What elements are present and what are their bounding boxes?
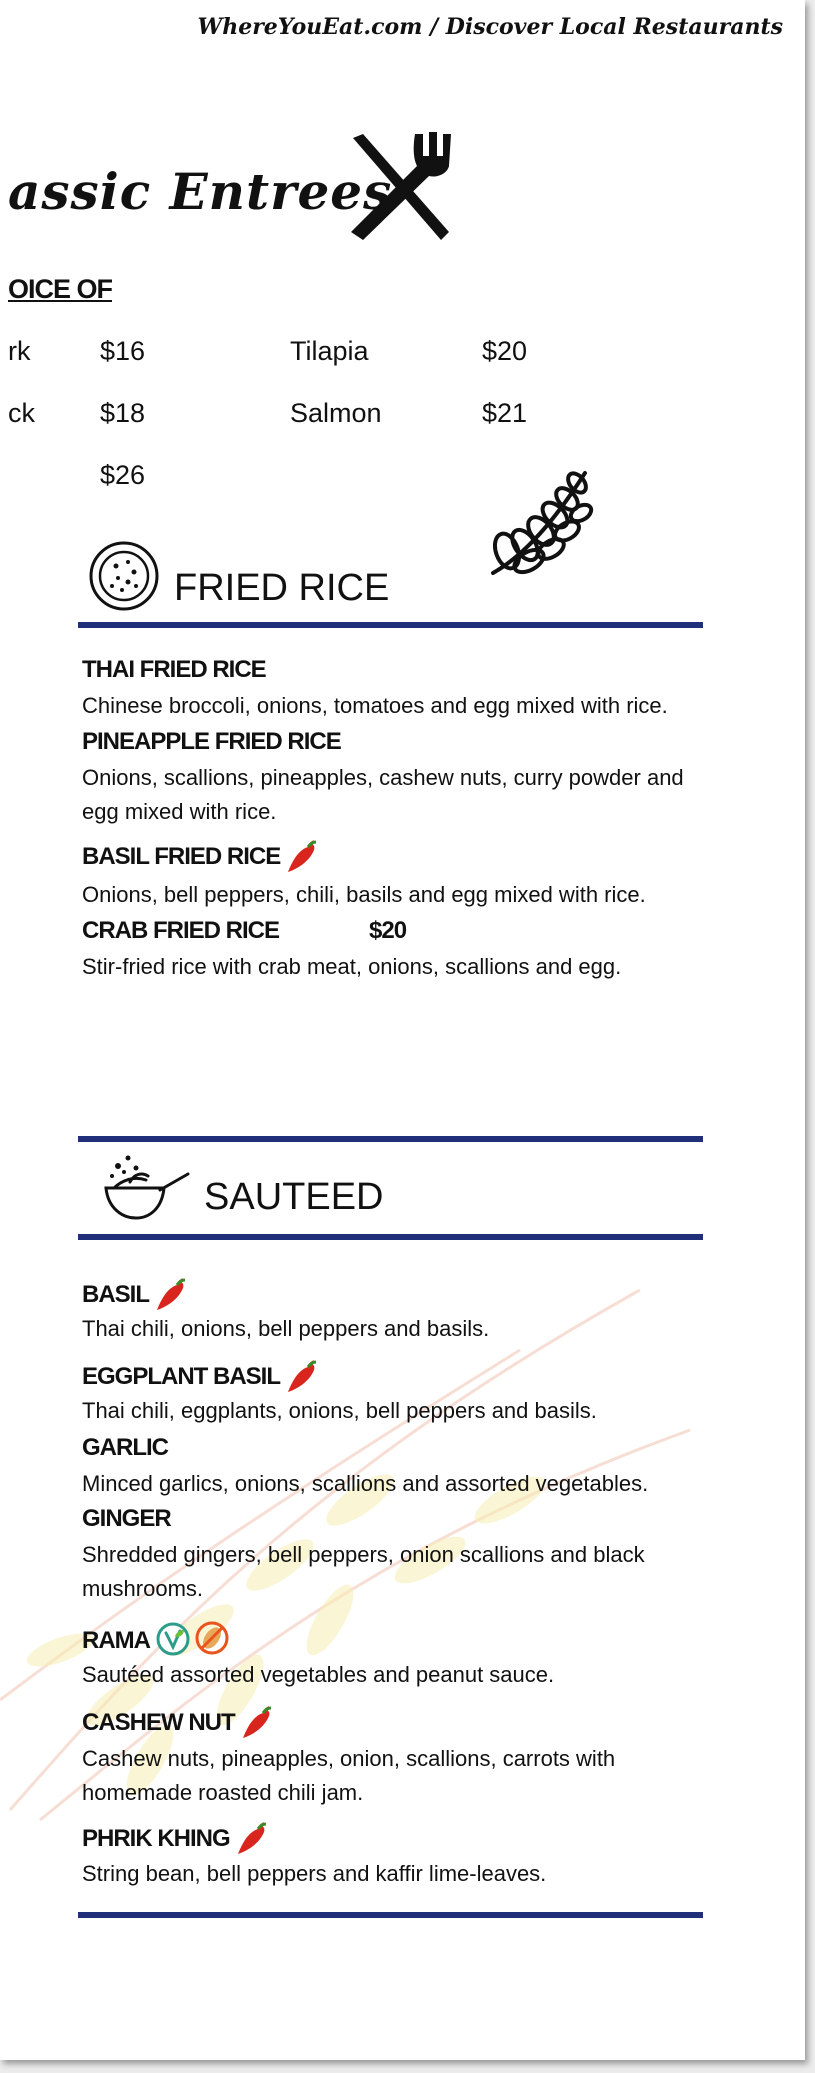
menu-item-name-text: BASIL FRIED RICE	[82, 843, 281, 870]
menu-item-description: Onions, bell peppers, chili, basils and egg mixed with rice.	[82, 882, 646, 907]
menu-item-name-text: BASIL	[82, 1281, 149, 1308]
menu-item-description: Cashew nuts, pineapples, onion, scallions, carrots with homemade roasted chili jam.	[82, 1746, 616, 1805]
chili-pepper-icon	[286, 1358, 320, 1394]
menu-item-description: Sautéed assorted vegetables and peanut sauce.	[82, 1662, 555, 1687]
menu-item-description: Minced garlics, onions, scallions and assorted vegetables.	[82, 1471, 649, 1496]
chili-pepper-icon	[155, 1276, 189, 1312]
protein-price: $16	[100, 336, 146, 366]
menu-item-name-text: EGGPLANT BASIL	[82, 1363, 281, 1390]
protein-label: Salmon	[290, 398, 382, 428]
chili-pepper-icon	[286, 838, 320, 874]
menu-item-name	[82, 917, 406, 945]
menu-item-description: String bean, bell peppers and kaffir lime-leaves.	[82, 1861, 547, 1886]
menu-item-name	[82, 1820, 270, 1856]
section-divider	[78, 1234, 703, 1240]
menu-item-name	[82, 1620, 230, 1656]
menu-item-description: Thai chili, onions, bell peppers and basils.	[82, 1316, 490, 1341]
menu-item-description: Chinese broccoli, onions, tomatoes and egg mixed with rice.	[82, 693, 668, 718]
menu-item-name: THAI FRIED RICE	[82, 656, 266, 683]
section-heading-sauteed: SAUTEED	[204, 1176, 384, 1218]
section-divider	[78, 622, 703, 628]
menu-item-name: GARLIC	[82, 1434, 168, 1461]
protein-price: $21	[482, 398, 528, 428]
menu-item-name	[82, 1358, 320, 1394]
protein-price: $20	[482, 336, 528, 366]
choice-of-label: OICE OF	[8, 274, 113, 304]
fork-knife-icon	[345, 130, 455, 245]
menu-item-description: Shredded gingers, bell peppers, onion scallions and black mushrooms.	[82, 1542, 645, 1601]
menu-item-description: Onions, scallions, pineapples, cashew nuts, curry powder and egg mixed with rice.	[82, 765, 684, 824]
menu-item-name: GINGER	[82, 1505, 171, 1532]
section-heading-fried-rice: FRIED RICE	[174, 567, 390, 609]
menu-item-name	[82, 1704, 275, 1740]
menu-item-description: Stir-fried rice with crab meat, onions, scallions and egg.	[82, 954, 622, 979]
rice-bowl-icon	[88, 540, 160, 612]
menu-item-name-text: CASHEW NUT	[82, 1709, 235, 1736]
wheat-sprig-icon	[485, 465, 595, 580]
protein-label: rk	[8, 336, 31, 366]
wok-icon	[100, 1152, 192, 1222]
menu-item-name	[82, 1276, 189, 1312]
peanut-allergy-icon	[194, 1620, 230, 1656]
menu-item-name	[82, 838, 320, 874]
vegan-leaf-icon	[156, 1622, 190, 1656]
protein-label: ck	[8, 398, 35, 428]
protein-price: $18	[100, 398, 146, 428]
watermark-text: WhereYouEat.com / Discover Local Restaurants	[197, 14, 783, 40]
menu-item-description: Thai chili, eggplants, onions, bell peppers and basils.	[82, 1398, 597, 1423]
entrees-title: assic Entrees	[8, 162, 393, 221]
chili-pepper-icon	[236, 1820, 270, 1856]
menu-item-name-text: RAMA	[82, 1627, 150, 1654]
protein-price: $26	[100, 460, 146, 490]
menu-item-name-text: CRAB FRIED RICE	[82, 917, 280, 944]
menu-item-name: PINEAPPLE FRIED RICE	[82, 728, 341, 755]
section-divider	[78, 1136, 703, 1142]
protein-label: Tilapia	[290, 336, 369, 366]
section-divider	[78, 1912, 703, 1918]
menu-item-price: $20	[369, 917, 407, 944]
chili-pepper-icon	[241, 1704, 275, 1740]
menu-item-name-text: PHRIK KHING	[82, 1825, 230, 1852]
